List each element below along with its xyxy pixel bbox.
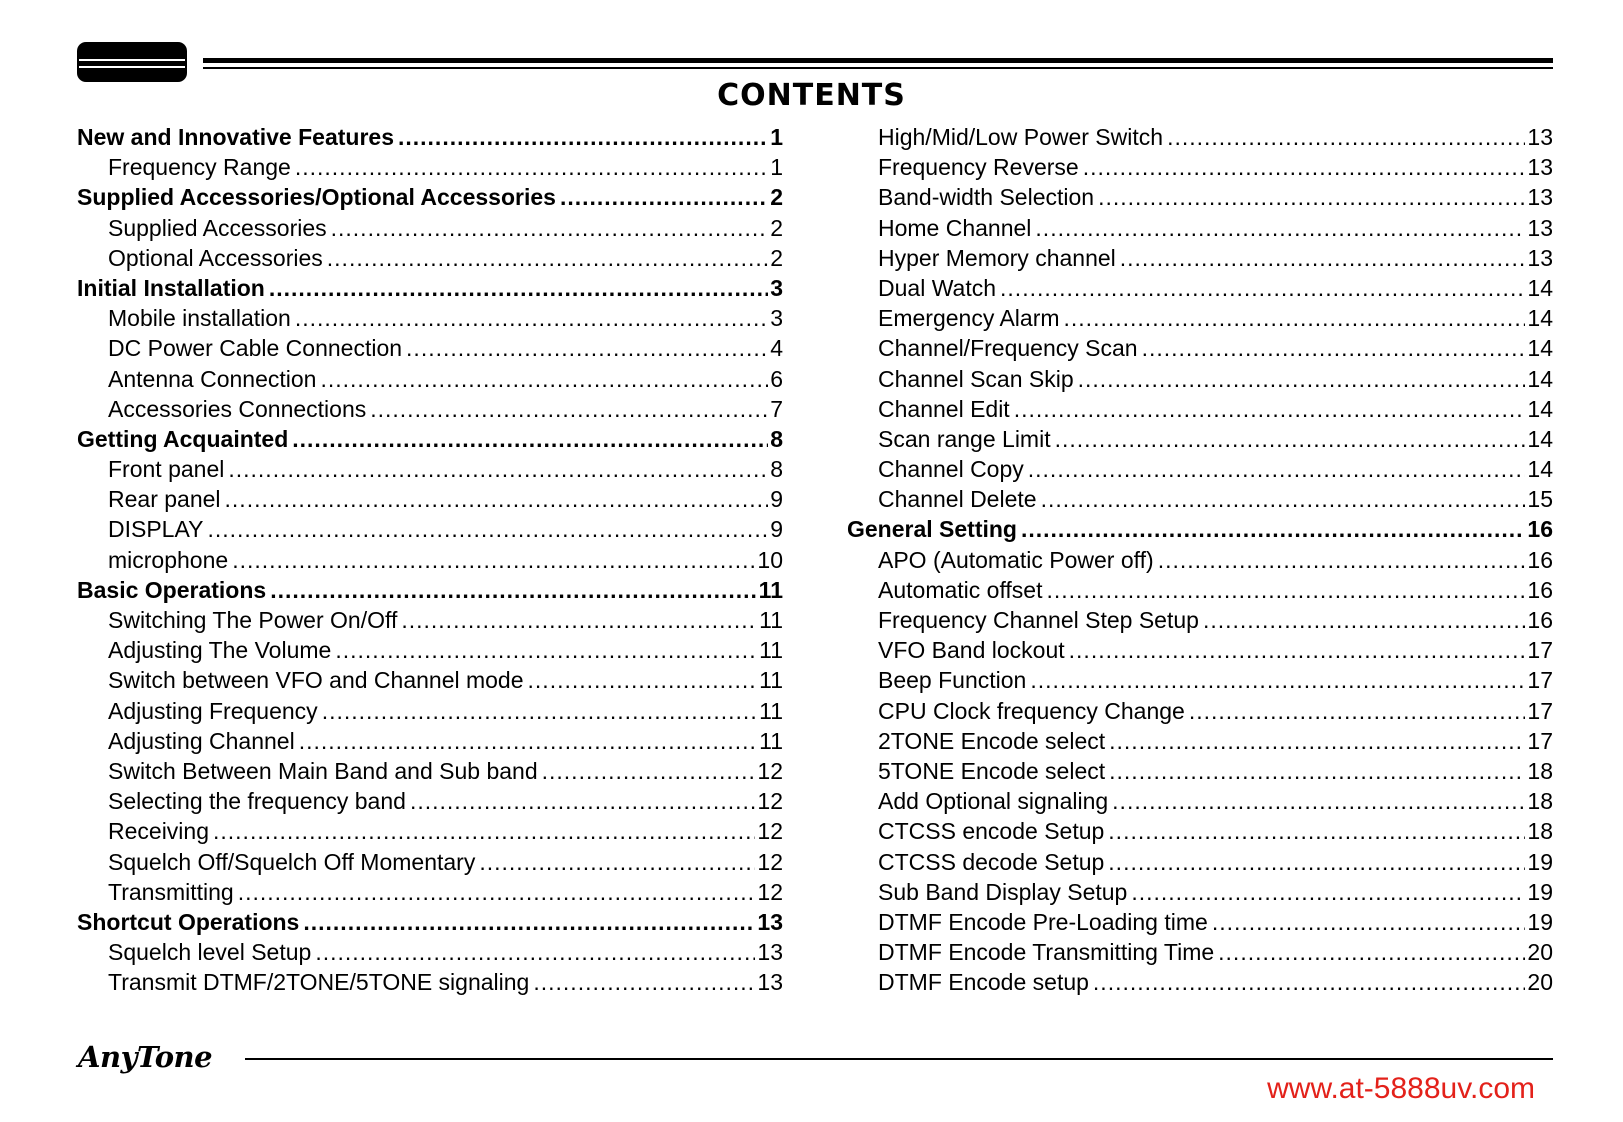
toc-entry-title: Frequency Reverse bbox=[878, 154, 1079, 181]
toc-dot-leader bbox=[335, 635, 757, 665]
toc-dot-leader bbox=[270, 575, 756, 605]
toc-entry-title: APO (Automatic Power off) bbox=[878, 546, 1154, 573]
toc-page-number: 6 bbox=[770, 365, 783, 392]
toc-page-number: 13 bbox=[1527, 154, 1553, 181]
toc-dot-leader bbox=[1047, 575, 1526, 605]
toc-entry-title: Dual Watch bbox=[878, 274, 997, 301]
toc-entry-title: Scan range Limit bbox=[878, 425, 1051, 452]
header-rule-thick bbox=[203, 58, 1553, 63]
toc-dot-leader bbox=[1083, 152, 1526, 182]
toc-dot-leader bbox=[406, 333, 768, 363]
toc-dot-leader bbox=[213, 816, 755, 846]
toc-dot-leader bbox=[1014, 394, 1526, 424]
toc-dot-leader bbox=[560, 182, 768, 212]
toc-subsection-entry[interactable] bbox=[847, 967, 1553, 997]
toc-dot-leader bbox=[292, 424, 768, 454]
toc-dot-leader bbox=[1093, 967, 1525, 997]
toc-dot-leader bbox=[1218, 937, 1525, 967]
toc-subsection-entry[interactable] bbox=[847, 786, 1553, 816]
toc-entry-title: VFO Band lockout bbox=[878, 637, 1065, 664]
toc-page-number: 4 bbox=[770, 335, 783, 362]
toc-subsection-entry[interactable] bbox=[847, 545, 1553, 575]
toc-page-number: 8 bbox=[770, 425, 783, 452]
toc-subsection-entry[interactable] bbox=[77, 877, 783, 907]
toc-subsection-entry[interactable] bbox=[847, 394, 1553, 424]
toc-dot-leader bbox=[225, 484, 769, 514]
toc-subsection-entry[interactable] bbox=[847, 273, 1553, 303]
toc-dot-leader bbox=[269, 273, 768, 303]
toc-subsection-entry[interactable] bbox=[77, 333, 783, 363]
toc-entry-title: Squelch Off/Squelch Off Momentary bbox=[108, 848, 476, 875]
toc-dot-leader bbox=[1120, 243, 1526, 273]
toc-page-number: 11 bbox=[759, 697, 783, 724]
toc-page-number: 18 bbox=[1527, 818, 1553, 845]
toc-page-number: 19 bbox=[1527, 908, 1553, 935]
toc-dot-leader bbox=[1000, 273, 1525, 303]
toc-subsection-entry[interactable] bbox=[847, 937, 1553, 967]
toc-page-number: 2 bbox=[770, 184, 783, 211]
toc-page-number: 11 bbox=[758, 576, 783, 603]
toc-page-number: 13 bbox=[1527, 244, 1553, 271]
toc-subsection-entry[interactable] bbox=[77, 243, 783, 273]
toc-entry-title: Switching The Power On/Off bbox=[108, 607, 398, 633]
toc-page-number: 14 bbox=[1527, 456, 1553, 483]
toc-subsection-entry[interactable] bbox=[77, 967, 783, 997]
toc-dot-leader bbox=[1108, 816, 1525, 846]
toc-section-entry[interactable] bbox=[77, 424, 783, 454]
footer-rule bbox=[245, 1058, 1553, 1060]
toc-entry-title: Rear panel bbox=[108, 486, 221, 513]
toc-entry-title: New and Innovative Features bbox=[77, 124, 394, 150]
toc-subsection-entry[interactable] bbox=[847, 816, 1553, 846]
toc-subsection-entry[interactable] bbox=[77, 696, 783, 726]
toc-entry-title: Sub Band Display Setup bbox=[878, 878, 1128, 905]
toc-subsection-entry[interactable] bbox=[77, 847, 783, 877]
toc-subsection-entry[interactable] bbox=[847, 847, 1553, 877]
toc-entry-title: Beep Function bbox=[878, 667, 1027, 694]
header-rule-thin bbox=[203, 67, 1553, 69]
toc-dot-leader bbox=[1108, 847, 1525, 877]
toc-subsection-entry[interactable] bbox=[77, 152, 783, 182]
toc-subsection-entry[interactable] bbox=[847, 575, 1553, 605]
toc-entry-title: DTMF Encode Pre-Loading time bbox=[878, 908, 1208, 935]
toc-entry-title: microphone bbox=[108, 546, 229, 573]
toc-page-number: 13 bbox=[1527, 124, 1553, 150]
toc-page-number: 12 bbox=[757, 848, 783, 875]
toc-dot-leader bbox=[228, 454, 768, 484]
toc-entry-title: Antenna Connection bbox=[108, 365, 317, 392]
toc-dot-leader bbox=[1041, 484, 1526, 514]
toc-section-entry[interactable] bbox=[77, 907, 783, 937]
toc-page-number: 13 bbox=[1527, 214, 1553, 241]
toc-page-number: 2 bbox=[770, 244, 783, 271]
toc-page-number: 20 bbox=[1527, 939, 1553, 966]
toc-page-number: 13 bbox=[757, 969, 783, 996]
toc-section-entry[interactable] bbox=[77, 122, 783, 152]
toc-dot-leader bbox=[295, 152, 768, 182]
toc-entry-title: CPU Clock frequency Change bbox=[878, 697, 1185, 724]
toc-dot-leader bbox=[542, 756, 756, 786]
toc-dot-leader bbox=[1078, 364, 1526, 394]
toc-entry-title: Channel Copy bbox=[878, 456, 1024, 483]
toc-subsection-entry[interactable] bbox=[77, 726, 783, 756]
toc-subsection-entry[interactable] bbox=[77, 635, 783, 665]
toc-page-number: 16 bbox=[1527, 576, 1553, 603]
toc-page-number: 1 bbox=[770, 124, 783, 150]
toc-page-number: 13 bbox=[1527, 184, 1553, 211]
toc-dot-leader bbox=[479, 847, 755, 877]
toc-subsection-entry[interactable] bbox=[847, 303, 1553, 333]
toc-page-number: 11 bbox=[759, 607, 783, 633]
toc-subsection-entry[interactable] bbox=[77, 786, 783, 816]
toc-entry-title: Band-width Selection bbox=[878, 184, 1095, 211]
toc-entry-title: Hyper Memory channel bbox=[878, 244, 1116, 271]
toc-dot-leader bbox=[1055, 424, 1526, 454]
toc-entry-title: Frequency Range bbox=[108, 154, 291, 181]
toc-entry-title: Add Optional signaling bbox=[878, 788, 1109, 815]
toc-entry-title: CTCSS decode Setup bbox=[878, 848, 1105, 875]
toc-entry-title: Adjusting The Volume bbox=[108, 637, 332, 664]
toc-dot-leader bbox=[1131, 877, 1525, 907]
toc-dot-leader bbox=[322, 696, 757, 726]
toc-page-number: 12 bbox=[757, 818, 783, 845]
toc-page-number: 14 bbox=[1527, 425, 1553, 452]
toc-dot-leader bbox=[232, 545, 755, 575]
toc-entry-title: Transmit DTMF/2TONE/5TONE signaling bbox=[108, 969, 530, 996]
toc-page-number: 16 bbox=[1527, 607, 1553, 633]
toc-page-number: 11 bbox=[759, 667, 783, 694]
toc-entry-title: DTMF Encode Transmitting Time bbox=[878, 939, 1215, 966]
toc-entry-title: Automatic offset bbox=[878, 576, 1043, 603]
toc-entry-title: Channel Edit bbox=[878, 395, 1010, 422]
toc-page-number: 14 bbox=[1527, 274, 1553, 301]
toc-entry-title: Optional Accessories bbox=[108, 244, 323, 271]
toc-subsection-entry[interactable] bbox=[77, 605, 783, 635]
toc-dot-leader bbox=[1035, 213, 1525, 243]
toc-page-number: 13 bbox=[757, 939, 783, 966]
toc-entry-title: CTCSS encode Setup bbox=[878, 818, 1105, 845]
toc-page-number: 14 bbox=[1527, 395, 1553, 422]
toc-subsection-entry[interactable] bbox=[847, 122, 1553, 152]
website-url[interactable]: www.at-5888uv.com bbox=[1267, 1072, 1535, 1105]
toc-entry-title: Mobile installation bbox=[108, 305, 291, 332]
toc-page-number: 12 bbox=[757, 757, 783, 784]
toc-column-right bbox=[847, 122, 1553, 997]
toc-dot-leader bbox=[303, 907, 755, 937]
toc-entry-title: DTMF Encode setup bbox=[878, 969, 1089, 996]
toc-page-number: 14 bbox=[1527, 305, 1553, 332]
toc-page-number: 20 bbox=[1527, 969, 1553, 996]
toc-entry-title: Supplied Accessories bbox=[108, 214, 327, 241]
header-tab-graphic bbox=[77, 42, 187, 82]
toc-entry-title: Switch between VFO and Channel mode bbox=[108, 667, 524, 694]
toc-page-number: 14 bbox=[1527, 335, 1553, 362]
toc-page-number: 13 bbox=[757, 908, 783, 935]
toc-dot-leader bbox=[1021, 514, 1525, 544]
toc-page-number: 12 bbox=[757, 788, 783, 815]
toc-subsection-entry[interactable] bbox=[847, 484, 1553, 514]
toc-page-number: 9 bbox=[770, 516, 783, 543]
toc-subsection-entry[interactable] bbox=[847, 213, 1553, 243]
toc-entry-title: Channel Scan Skip bbox=[878, 365, 1074, 392]
toc-dot-leader bbox=[295, 303, 768, 333]
toc-subsection-entry[interactable] bbox=[847, 364, 1553, 394]
toc-dot-leader bbox=[370, 394, 768, 424]
toc-entry-title: Adjusting Channel bbox=[108, 727, 295, 754]
toc-entry-title: 5TONE Encode select bbox=[878, 757, 1106, 784]
toc-subsection-entry[interactable] bbox=[77, 303, 783, 333]
toc-page-number: 17 bbox=[1527, 727, 1553, 754]
toc-subsection-entry[interactable] bbox=[77, 484, 783, 514]
toc-subsection-entry[interactable] bbox=[77, 545, 783, 575]
toc-subsection-entry[interactable] bbox=[847, 665, 1553, 695]
toc-page-number: 17 bbox=[1527, 637, 1553, 664]
toc-dot-leader bbox=[398, 122, 768, 152]
toc-entry-title: Shortcut Operations bbox=[77, 908, 300, 935]
toc-dot-leader bbox=[1069, 635, 1526, 665]
toc-entry-title: General Setting bbox=[847, 516, 1017, 543]
toc-dot-leader bbox=[1098, 182, 1525, 212]
toc-page-number: 15 bbox=[1527, 486, 1553, 513]
toc-entry-title: Transmitting bbox=[108, 878, 234, 905]
toc-subsection-entry[interactable] bbox=[77, 213, 783, 243]
anytone-logo: AnyTone bbox=[78, 1040, 213, 1074]
toc-page-number: 19 bbox=[1527, 848, 1553, 875]
toc-dot-leader bbox=[1109, 756, 1525, 786]
toc-entry-title: Home Channel bbox=[878, 214, 1032, 241]
toc-entry-title: Getting Acquainted bbox=[77, 425, 289, 452]
toc-subsection-entry[interactable] bbox=[847, 907, 1553, 937]
toc-entry-title: Initial Installation bbox=[77, 274, 265, 301]
toc-subsection-entry[interactable] bbox=[77, 665, 783, 695]
toc-dot-leader bbox=[1142, 333, 1526, 363]
toc-subsection-entry[interactable] bbox=[77, 756, 783, 786]
toc-dot-leader bbox=[1112, 786, 1525, 816]
toc-subsection-entry[interactable] bbox=[847, 605, 1553, 635]
toc-dot-leader bbox=[1030, 665, 1525, 695]
toc-page-number: 9 bbox=[770, 486, 783, 513]
toc-dot-leader bbox=[299, 726, 757, 756]
toc-dot-leader bbox=[1028, 454, 1526, 484]
toc-page-number: 1 bbox=[770, 154, 783, 181]
toc-entry-title: Front panel bbox=[108, 456, 225, 483]
toc-entry-title: Channel/Frequency Scan bbox=[878, 335, 1138, 362]
toc-dot-leader bbox=[410, 786, 755, 816]
toc-subsection-entry[interactable] bbox=[77, 454, 783, 484]
toc-dot-leader bbox=[1212, 907, 1526, 937]
toc-entry-title: Basic Operations bbox=[77, 576, 267, 603]
toc-entry-title: Adjusting Frequency bbox=[108, 697, 318, 724]
toc-entry-title: High/Mid/Low Power Switch bbox=[878, 124, 1164, 150]
toc-dot-leader bbox=[1203, 605, 1525, 635]
toc-dot-leader bbox=[327, 243, 768, 273]
toc-subsection-entry[interactable] bbox=[77, 514, 783, 544]
toc-subsection-entry[interactable] bbox=[847, 152, 1553, 182]
toc-page-number: 17 bbox=[1527, 697, 1553, 724]
toc-dot-leader bbox=[315, 937, 755, 967]
toc-subsection-entry[interactable] bbox=[847, 756, 1553, 786]
toc-subsection-entry[interactable] bbox=[847, 243, 1553, 273]
toc-entry-title: 2TONE Encode select bbox=[878, 727, 1106, 754]
toc-dot-leader bbox=[331, 213, 769, 243]
toc-section-entry[interactable] bbox=[77, 575, 783, 605]
toc-page-number: 3 bbox=[770, 274, 783, 301]
toc-page-number: 12 bbox=[757, 878, 783, 905]
toc-section-entry[interactable] bbox=[77, 273, 783, 303]
toc-page-number: 16 bbox=[1527, 516, 1553, 543]
toc-dot-leader bbox=[533, 967, 755, 997]
toc-dot-leader bbox=[1064, 303, 1526, 333]
toc-dot-leader bbox=[1167, 122, 1525, 152]
toc-page-number: 3 bbox=[770, 305, 783, 332]
toc-section-entry[interactable] bbox=[77, 182, 783, 212]
toc-page-number: 8 bbox=[770, 456, 783, 483]
toc-dot-leader bbox=[401, 605, 757, 635]
toc-subsection-entry[interactable] bbox=[847, 182, 1553, 212]
toc-entry-title: DC Power Cable Connection bbox=[108, 335, 403, 362]
toc-entry-title: Switch Between Main Band and Sub band bbox=[108, 757, 538, 784]
toc-entry-title: Squelch level Setup bbox=[108, 939, 312, 966]
toc-entry-title: Supplied Accessories/Optional Accessories bbox=[77, 184, 556, 211]
toc-subsection-entry[interactable] bbox=[77, 816, 783, 846]
toc-entry-title: DISPLAY bbox=[108, 516, 204, 543]
toc-subsection-entry[interactable] bbox=[847, 454, 1553, 484]
toc-subsection-entry[interactable] bbox=[847, 333, 1553, 363]
toc-dot-leader bbox=[320, 364, 768, 394]
toc-subsection-entry[interactable] bbox=[847, 424, 1553, 454]
toc-entry-title: Emergency Alarm bbox=[878, 305, 1060, 332]
toc-page-number: 18 bbox=[1527, 788, 1553, 815]
toc-page-number: 19 bbox=[1527, 878, 1553, 905]
toc-subsection-entry[interactable] bbox=[847, 696, 1553, 726]
toc-dot-leader bbox=[238, 877, 756, 907]
toc-page-number: 7 bbox=[770, 395, 783, 422]
toc-subsection-entry[interactable] bbox=[847, 726, 1553, 756]
toc-column-left bbox=[77, 122, 783, 997]
toc-page-number: 18 bbox=[1527, 757, 1553, 784]
toc-subsection-entry[interactable] bbox=[77, 364, 783, 394]
toc-subsection-entry[interactable] bbox=[77, 937, 783, 967]
toc-subsection-entry[interactable] bbox=[847, 877, 1553, 907]
toc-page-number: 11 bbox=[759, 637, 783, 664]
toc-dot-leader bbox=[528, 665, 758, 695]
toc-page-number: 10 bbox=[757, 546, 783, 573]
toc-section-entry[interactable] bbox=[847, 514, 1553, 544]
toc-page-number: 16 bbox=[1527, 546, 1553, 573]
toc-entry-title: Channel Delete bbox=[878, 486, 1037, 513]
page-title: CONTENTS bbox=[717, 78, 906, 113]
toc-dot-leader bbox=[207, 514, 768, 544]
toc-dot-leader bbox=[1189, 696, 1526, 726]
toc-dot-leader bbox=[1109, 726, 1525, 756]
toc-entry-title: Selecting the frequency band bbox=[108, 788, 406, 815]
toc-page-number: 14 bbox=[1527, 365, 1553, 392]
toc-page-number: 11 bbox=[759, 727, 783, 754]
toc-entry-title: Accessories Connections bbox=[108, 395, 367, 422]
toc-page-number: 17 bbox=[1527, 667, 1553, 694]
toc-entry-title: Frequency Channel Step Setup bbox=[878, 607, 1199, 633]
toc-subsection-entry[interactable] bbox=[847, 635, 1553, 665]
toc-page-number: 2 bbox=[770, 214, 783, 241]
toc-entry-title: Receiving bbox=[108, 818, 209, 845]
toc-subsection-entry[interactable] bbox=[77, 394, 783, 424]
toc-dot-leader bbox=[1158, 545, 1526, 575]
